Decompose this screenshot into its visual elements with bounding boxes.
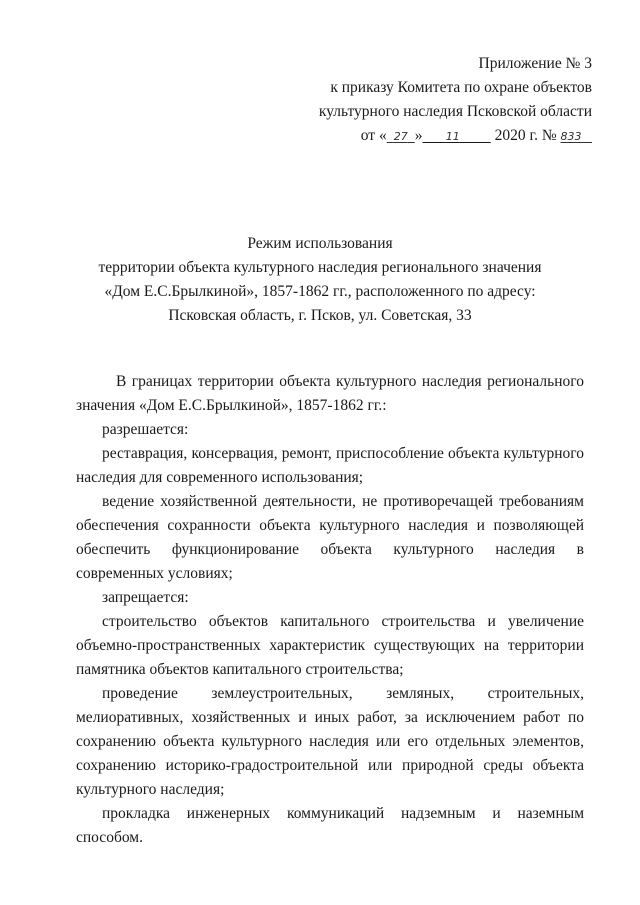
forbidden-item-1: строительство объектов капитального строительства и увеличение объемно-пространственных характеристик существующих на территории памятника объектов капитального строительства; xyxy=(76,613,584,678)
date-day: 27 xyxy=(393,130,408,143)
title-line-2: территории объекта культурного наследия регионального значения xyxy=(98,259,542,276)
title-line-4: Псковская область, г. Псков, ул. Советская, 33 xyxy=(168,307,472,324)
forbidden-item-2: проведение землеустроительных, земляных, строительных, мелиоративных, хозяйственных и иных работ, за исключением работ по сохранению объекта культурного наследия или его отдельных элементов, сохранению историко-градостроительной или природной среды объекта культурного наследия; xyxy=(76,685,584,798)
forbidden-label: запрещается: xyxy=(102,589,189,606)
appendix-committee: культурного наследия Псковской области xyxy=(318,103,592,120)
order-number: 833 xyxy=(560,130,582,143)
forbidden-item-3: прокладка инженерных коммуникаций надземным и наземным способом. xyxy=(76,805,584,846)
appendix-date-line xyxy=(292,124,592,149)
appendix-number: Приложение № 3 xyxy=(478,55,592,72)
allowed-item-2: ведение хозяйственной деятельности, не противоречащей требованиям обеспечения сохранности объекта культурного наследия и позволяющей обеспечить функционирование объекта культурного наследия в современных условиях; xyxy=(76,493,584,582)
allowed-label: разрешается: xyxy=(102,421,189,438)
document-body xyxy=(76,370,584,850)
appendix-header xyxy=(292,52,592,149)
date-mid: » xyxy=(414,127,423,144)
date-month: 11 xyxy=(445,130,460,143)
title-line-3: «Дом Е.С.Брылкиной», 1857-1862 гг., расположенного по адресу: xyxy=(104,283,536,300)
date-prefix: от « xyxy=(360,127,387,144)
allowed-item-1: реставрация, консервация, ремонт, приспособление объекта культурного наследия для современного использования; xyxy=(76,445,584,486)
intro-paragraph: В границах территории объекта культурного наследия регионального значения «Дом Е.С.Брылкиной», 1857-1862 гг.: xyxy=(76,373,584,414)
document-title xyxy=(60,232,580,328)
title-line-1: Режим использования xyxy=(247,235,393,252)
appendix-order-ref: к приказу Комитета по охране объектов xyxy=(330,79,592,96)
date-year: 2020 г. № xyxy=(494,127,557,144)
